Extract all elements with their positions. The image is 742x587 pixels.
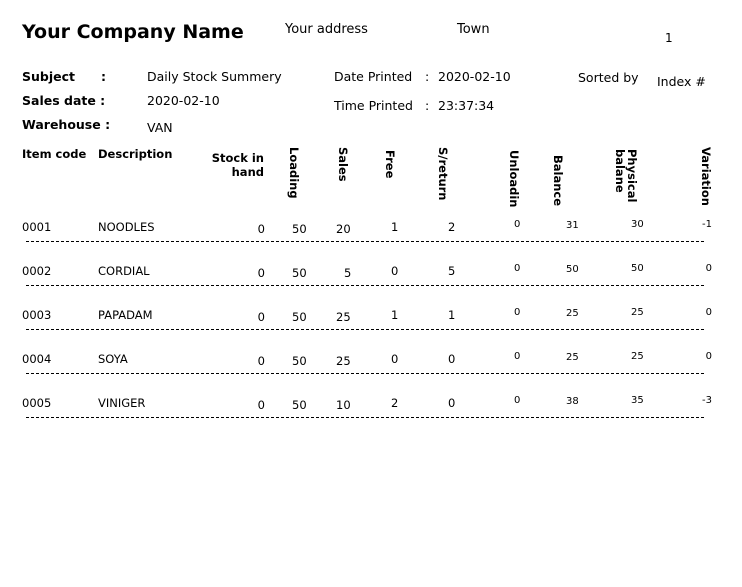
sales-date-label: Sales date : (22, 93, 106, 108)
table-row (0, 394, 742, 424)
cell-free: 0 (391, 264, 399, 278)
cell-balance: 31 (566, 220, 579, 231)
row-divider (26, 241, 704, 242)
row-divider (26, 373, 704, 374)
date-printed-colon: : (425, 69, 430, 84)
time-printed-label: Time Printed (334, 98, 413, 113)
subject-colon: : (101, 69, 106, 84)
cell-code: 0001 (22, 220, 52, 234)
cell-loading: 50 (292, 266, 307, 280)
cell-balance: 25 (566, 352, 579, 363)
cell-free: 0 (391, 352, 399, 366)
company-name: Your Company Name (22, 21, 244, 43)
cell-balance: 50 (566, 264, 579, 275)
sorted-by-label: Sorted by (578, 70, 639, 85)
warehouse-label: Warehouse : (22, 117, 111, 132)
cell-sreturn: 1 (448, 308, 456, 322)
table-row (0, 262, 742, 292)
date-printed-value: 2020-02-10 (438, 69, 511, 84)
time-printed-value: 23:37:34 (438, 98, 495, 113)
sorted-by-value: Index # (657, 74, 706, 89)
cell-variation: 0 (705, 307, 712, 318)
cell-sales: 10 (336, 398, 351, 412)
col-physical-line2: balane (613, 149, 627, 193)
subject-value: Daily Stock Summery (147, 69, 282, 84)
table-row (0, 306, 742, 336)
company-address: Your address (285, 22, 368, 37)
col-variation: Variation (699, 147, 713, 206)
cell-free: 2 (391, 396, 399, 410)
cell-unloading: 0 (514, 263, 521, 274)
cell-physical: 25 (631, 307, 644, 318)
cell-sales: 25 (336, 310, 351, 324)
cell-physical: 30 (631, 219, 644, 230)
date-printed-label: Date Printed (334, 69, 413, 84)
table-row (0, 218, 742, 248)
cell-code: 0002 (22, 264, 52, 278)
cell-unloading: 0 (514, 219, 521, 230)
col-item-code: Item code (22, 147, 87, 161)
warehouse-value: VAN (147, 120, 173, 135)
cell-unloading: 0 (514, 351, 521, 362)
cell-code: 0003 (22, 308, 52, 322)
cell-variation: -3 (702, 395, 712, 406)
cell-code: 0004 (22, 352, 52, 366)
cell-physical: 50 (631, 263, 644, 274)
col-balance: Balance (551, 155, 565, 207)
cell-loading: 50 (292, 398, 307, 412)
col-loading: Loading (287, 147, 301, 199)
row-divider (26, 329, 704, 330)
cell-balance: 25 (566, 308, 579, 319)
cell-stock: 0 (257, 266, 265, 280)
cell-unloading: 0 (514, 307, 521, 318)
cell-sales: 25 (336, 354, 351, 368)
subject-label: Subject (22, 69, 75, 84)
time-printed-colon: : (425, 98, 430, 113)
company-town: Town (457, 22, 490, 37)
col-physical-line1: Physical (625, 149, 639, 203)
cell-loading: 50 (292, 310, 307, 324)
cell-physical: 25 (631, 351, 644, 362)
cell-desc: CORDIAL (98, 264, 150, 278)
cell-desc: NOODLES (98, 220, 155, 234)
col-unloading: Unloadin (507, 150, 521, 208)
cell-variation: -1 (702, 219, 712, 230)
cell-sreturn: 2 (448, 220, 456, 234)
col-sreturn: S/return (436, 147, 450, 201)
cell-unloading: 0 (514, 395, 521, 406)
cell-stock: 0 (257, 354, 265, 368)
cell-sreturn: 0 (448, 396, 456, 410)
cell-sales: 20 (336, 222, 351, 236)
col-stock-line1: Stock in (211, 151, 264, 165)
page-number: 1 (665, 31, 673, 45)
col-free: Free (383, 150, 397, 179)
cell-code: 0005 (22, 396, 52, 410)
cell-free: 1 (391, 220, 399, 234)
cell-loading: 50 (292, 354, 307, 368)
cell-sreturn: 0 (448, 352, 456, 366)
cell-variation: 0 (705, 351, 712, 362)
cell-sales: 5 (344, 266, 352, 280)
cell-stock: 0 (257, 222, 265, 236)
cell-balance: 38 (566, 396, 579, 407)
cell-stock: 0 (257, 398, 265, 412)
cell-physical: 35 (631, 395, 644, 406)
sales-date-value: 2020-02-10 (147, 93, 220, 108)
row-divider (26, 285, 704, 286)
cell-free: 1 (391, 308, 399, 322)
col-stock-in-hand (205, 151, 264, 179)
table-row (0, 350, 742, 380)
col-sales: Sales (336, 147, 350, 182)
cell-stock: 0 (257, 310, 265, 324)
cell-desc: SOYA (98, 352, 128, 366)
cell-desc: VINIGER (98, 396, 146, 410)
col-description: Description (98, 147, 173, 161)
row-divider (26, 417, 704, 418)
cell-desc: PAPADAM (98, 308, 153, 322)
cell-loading: 50 (292, 222, 307, 236)
col-stock-line2: hand (231, 165, 264, 179)
cell-sreturn: 5 (448, 264, 456, 278)
cell-variation: 0 (705, 263, 712, 274)
